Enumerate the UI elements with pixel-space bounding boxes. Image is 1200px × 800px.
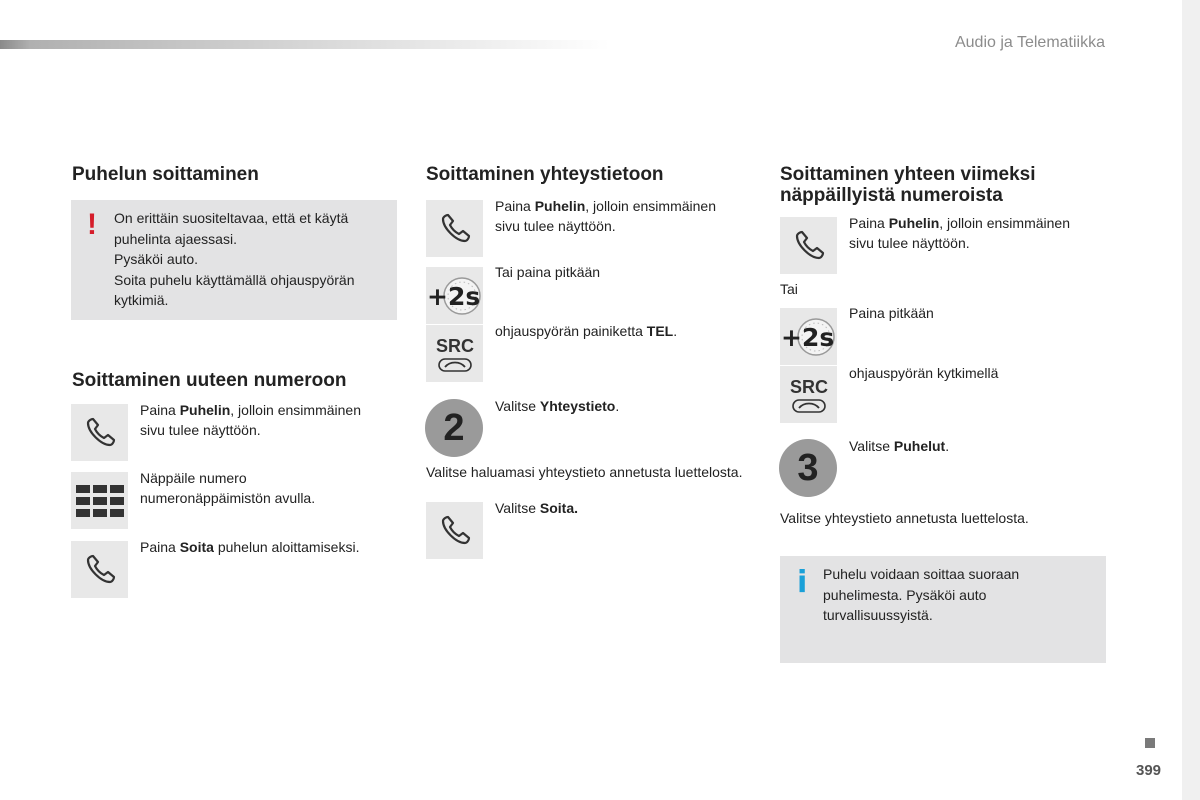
src-button-icon-tile (426, 325, 483, 382)
col1-step1-text: Paina Puhelin, jolloin ensimmäinen sivu tulee näyttöön. (140, 402, 361, 438)
heading-puhelun-soittaminen: Puhelun soittaminen (72, 164, 259, 185)
info-text: Puhelu voidaan soittaa suoraan puhelimesta. Pysäköi auto turvallisuussyistä. (823, 566, 1020, 623)
keypad-icon-tile (71, 472, 128, 529)
phone-icon-tile (71, 404, 128, 461)
col1-step3-text: Paina Soita puhelun aloittamiseksi. (140, 539, 360, 555)
warning-text: On erittäin suositeltavaa, että et käytä puhelinta ajaessasi. Pysäköi auto. Soita puhelu käyttämällä ohjauspyörän kytkimiä. (114, 210, 355, 308)
col2-step1-text: Paina Puhelin, jolloin ensimmäinen sivu tulee näyttöön. (495, 198, 716, 234)
exclamation-icon: ! (87, 208, 97, 241)
svg-text:+2s: +2s (427, 282, 481, 311)
src-phone-icon (430, 334, 480, 374)
page-marker (1145, 738, 1155, 748)
phone-icon-tile (426, 200, 483, 257)
svg-text:+2s: +2s (781, 323, 835, 352)
col3-or-text: Tai (780, 281, 798, 297)
phone-icon (83, 416, 117, 450)
src-button-icon-tile (780, 366, 837, 423)
heading-soittaminen-uuteen-numeroon: Soittaminen uuteen numeroon (72, 370, 347, 391)
svg-text:SRC: SRC (789, 376, 828, 397)
col2-step4-text: Valitse Yhteystieto. (495, 398, 620, 414)
phone-icon-tile (71, 541, 128, 598)
warning-box (71, 200, 397, 320)
long-press-icon-tile (426, 267, 483, 324)
col2-step2-text: Tai paina pitkään (495, 264, 601, 280)
col2-step3-text: ohjauspyörän painiketta TEL. (495, 323, 678, 339)
phone-icon (83, 553, 117, 587)
header-decor-bar (0, 40, 610, 49)
svg-text:SRC: SRC (435, 335, 474, 356)
col2-note: Valitse haluamasi yhteystieto annetusta luettelosta. (426, 464, 743, 480)
phone-icon (438, 514, 472, 548)
col1-step2-text: Näppäile numero numeronäppäimistön avulla. (140, 470, 316, 506)
phone-icon (438, 212, 472, 246)
info-icon: i (797, 565, 808, 600)
page-number: 399 (1136, 762, 1162, 779)
step-number-3: 3 (779, 439, 837, 497)
step-number-2: 2 (425, 399, 483, 457)
info-box (780, 556, 1106, 663)
phone-icon (792, 229, 826, 263)
col3-step1-text: Paina Puhelin, jolloin ensimmäinen sivu tulee näyttöön. (849, 215, 1070, 251)
long-press-2s-icon (426, 267, 483, 324)
col2-step5-text: Valitse Soita. (495, 500, 578, 516)
phone-icon-tile (426, 502, 483, 559)
page-edge-strip (1182, 0, 1200, 800)
phone-icon-tile (780, 217, 837, 274)
src-phone-icon (784, 375, 834, 415)
col3-step4-text: Valitse Puhelut. (849, 438, 950, 454)
heading-soittaminen-viimeksi: Soittaminen yhteen viimeksi näppäillyistä numeroista (780, 164, 1036, 206)
keypad-icon (75, 484, 125, 518)
col3-step2-text: Paina pitkään (849, 305, 934, 321)
col3-note: Valitse yhteystieto annetusta luettelosta. (780, 510, 1029, 526)
heading-soittaminen-yhteystietoon: Soittaminen yhteystietoon (426, 164, 664, 185)
col3-step3-text: ohjauspyörän kytkimellä (849, 365, 999, 381)
long-press-icon-tile (780, 308, 837, 365)
long-press-2s-icon (780, 308, 837, 365)
page-header-title: Audio ja Telematiikka (954, 34, 1105, 51)
